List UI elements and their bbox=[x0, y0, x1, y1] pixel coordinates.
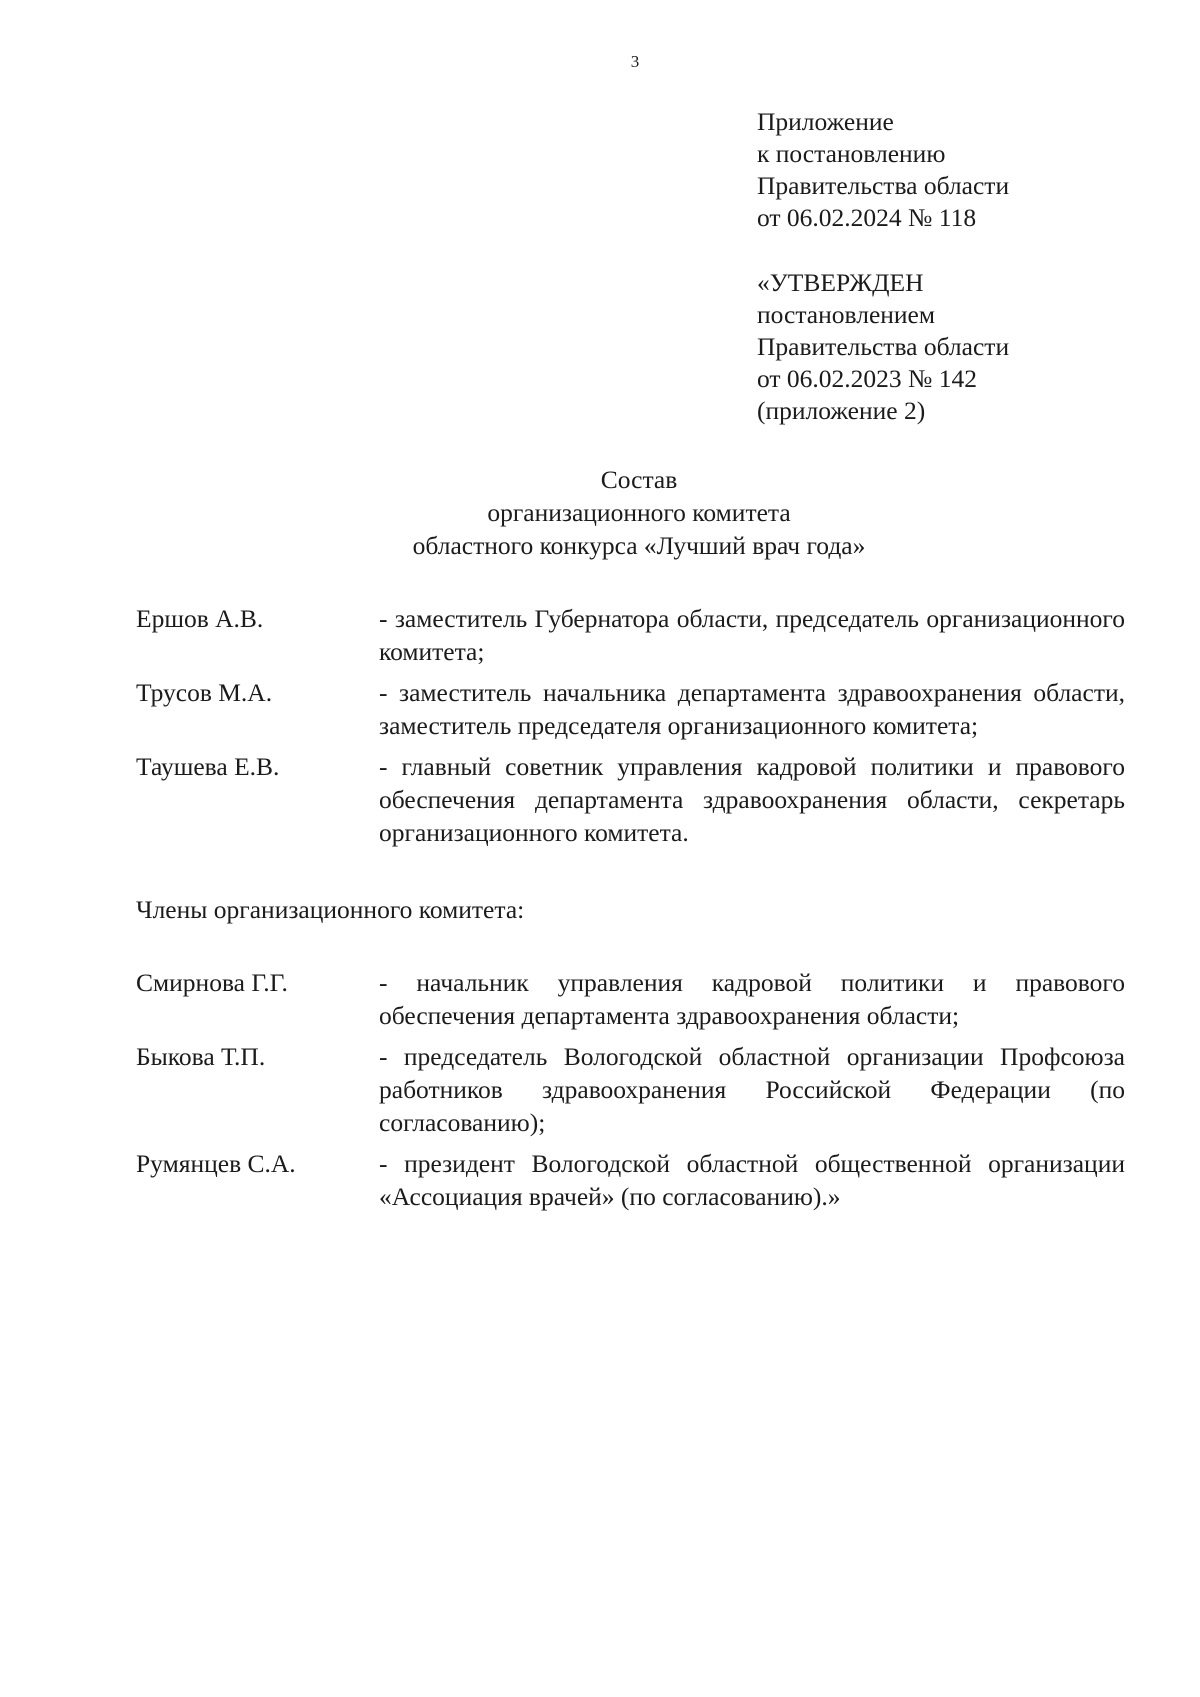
committee-entry bbox=[136, 750, 1125, 849]
appendix-reference bbox=[757, 106, 1009, 234]
member-role: - заместитель Губернатора области, председатель организационного комитета; bbox=[379, 604, 1125, 666]
member-role: - заместитель начальника департамента здравоохранения области, заместитель председателя организационного комитета; bbox=[379, 678, 1125, 740]
committee-entry bbox=[136, 602, 1125, 668]
committee-members-list bbox=[136, 966, 1125, 1221]
approved-line: (приложение 2) bbox=[757, 396, 926, 425]
appendix-line: к постановлению bbox=[757, 139, 946, 168]
member-name: Таушева Е.В. bbox=[136, 752, 280, 781]
committee-leadership-list bbox=[136, 602, 1125, 857]
title-line: областного конкурса «Лучший врач года» bbox=[412, 531, 866, 560]
committee-entry bbox=[136, 966, 1125, 1032]
committee-entry bbox=[136, 1040, 1125, 1139]
member-role: - президент Вологодской областной общественной организации «Ассоциация врачей» (по согласованию).» bbox=[379, 1149, 1125, 1211]
members-heading: Члены организационного комитета: bbox=[136, 895, 525, 924]
member-name: Смирнова Г.Г. bbox=[136, 968, 288, 997]
member-name: Румянцев С.А. bbox=[136, 1149, 296, 1178]
approved-line: постановлением bbox=[757, 300, 936, 329]
title-line: Состав bbox=[600, 465, 678, 494]
member-name: Быкова Т.П. bbox=[136, 1042, 266, 1071]
approval-stamp-text bbox=[757, 267, 1009, 427]
committee-entry bbox=[136, 676, 1125, 742]
member-role: - главный советник управления кадровой политики и правового обеспечения департамента здравоохранения области, секретарь организационного комитета. bbox=[379, 752, 1125, 847]
approved-line: Правительства области bbox=[757, 332, 1010, 361]
document-title bbox=[0, 463, 1200, 562]
appendix-line: Правительства области bbox=[757, 171, 1010, 200]
member-name: Ершов А.В. bbox=[136, 604, 264, 633]
title-line: организационного комитета bbox=[487, 498, 791, 527]
page-number: 3 bbox=[630, 52, 640, 71]
approved-line: «УТВЕРЖДЕН bbox=[757, 268, 924, 297]
member-role: - начальник управления кадровой политики и правового обеспечения департамента здравоохранения области; bbox=[379, 968, 1125, 1030]
member-role: - председатель Вологодской областной организации Профсоюза работников здравоохранения Российской Федерации (по согласованию); bbox=[379, 1042, 1125, 1137]
member-name: Трусов М.А. bbox=[136, 678, 273, 707]
appendix-line: от 06.02.2024 № 118 bbox=[757, 203, 977, 232]
appendix-line: Приложение bbox=[757, 107, 894, 136]
committee-entry bbox=[136, 1147, 1125, 1213]
approved-line: от 06.02.2023 № 142 bbox=[757, 364, 978, 393]
